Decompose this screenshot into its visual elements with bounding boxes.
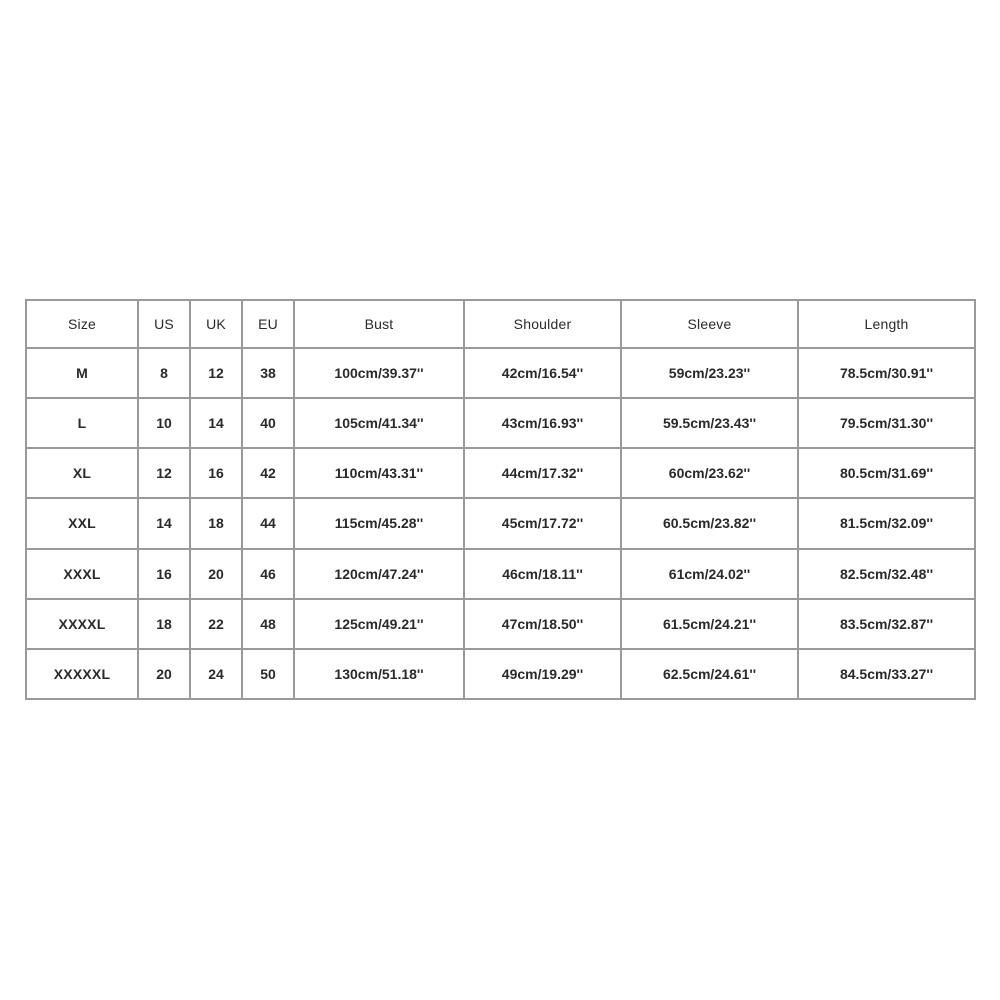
- header-us: US: [138, 300, 190, 348]
- cell-size: L: [26, 398, 138, 448]
- table-row: [26, 498, 975, 548]
- header-length: Length: [798, 300, 975, 348]
- cell-us: 14: [138, 498, 190, 548]
- cell-shoulder: 49cm/19.29'': [464, 649, 621, 699]
- cell-uk: 12: [190, 348, 242, 398]
- cell-sleeve: 59cm/23.23'': [621, 348, 798, 398]
- cell-shoulder: 43cm/16.93'': [464, 398, 621, 448]
- table-row: [26, 398, 975, 448]
- table-row: [26, 649, 975, 699]
- cell-bust: 100cm/39.37'': [294, 348, 464, 398]
- cell-bust: 120cm/47.24'': [294, 549, 464, 599]
- header-size: Size: [26, 300, 138, 348]
- cell-shoulder: 44cm/17.32'': [464, 448, 621, 498]
- cell-shoulder: 47cm/18.50'': [464, 599, 621, 649]
- cell-length: 81.5cm/32.09'': [798, 498, 975, 548]
- cell-size: XL: [26, 448, 138, 498]
- header-row: [26, 300, 975, 348]
- cell-length: 78.5cm/30.91'': [798, 348, 975, 398]
- cell-eu: 40: [242, 398, 294, 448]
- cell-us: 18: [138, 599, 190, 649]
- cell-size: XXL: [26, 498, 138, 548]
- header-sleeve: Sleeve: [621, 300, 798, 348]
- cell-size: M: [26, 348, 138, 398]
- cell-length: 83.5cm/32.87'': [798, 599, 975, 649]
- table-row: [26, 549, 975, 599]
- cell-us: 20: [138, 649, 190, 699]
- cell-bust: 105cm/41.34'': [294, 398, 464, 448]
- cell-us: 8: [138, 348, 190, 398]
- cell-uk: 14: [190, 398, 242, 448]
- cell-sleeve: 61.5cm/24.21'': [621, 599, 798, 649]
- cell-eu: 42: [242, 448, 294, 498]
- cell-sleeve: 61cm/24.02'': [621, 549, 798, 599]
- cell-uk: 16: [190, 448, 242, 498]
- cell-size: XXXXXL: [26, 649, 138, 699]
- cell-bust: 115cm/45.28'': [294, 498, 464, 548]
- cell-eu: 48: [242, 599, 294, 649]
- cell-us: 12: [138, 448, 190, 498]
- cell-length: 82.5cm/32.48'': [798, 549, 975, 599]
- cell-bust: 125cm/49.21'': [294, 599, 464, 649]
- cell-length: 80.5cm/31.69'': [798, 448, 975, 498]
- cell-shoulder: 42cm/16.54'': [464, 348, 621, 398]
- cell-uk: 22: [190, 599, 242, 649]
- cell-sleeve: 62.5cm/24.61'': [621, 649, 798, 699]
- table-row: [26, 599, 975, 649]
- cell-eu: 38: [242, 348, 294, 398]
- cell-uk: 24: [190, 649, 242, 699]
- header-shoulder: Shoulder: [464, 300, 621, 348]
- table-row: [26, 348, 975, 398]
- cell-shoulder: 46cm/18.11'': [464, 549, 621, 599]
- cell-uk: 20: [190, 549, 242, 599]
- cell-eu: 50: [242, 649, 294, 699]
- cell-eu: 46: [242, 549, 294, 599]
- cell-sleeve: 59.5cm/23.43'': [621, 398, 798, 448]
- cell-shoulder: 45cm/17.72'': [464, 498, 621, 548]
- cell-sleeve: 60.5cm/23.82'': [621, 498, 798, 548]
- cell-uk: 18: [190, 498, 242, 548]
- cell-length: 79.5cm/31.30'': [798, 398, 975, 448]
- cell-sleeve: 60cm/23.62'': [621, 448, 798, 498]
- size-chart-table: [25, 299, 976, 700]
- header-bust: Bust: [294, 300, 464, 348]
- cell-eu: 44: [242, 498, 294, 548]
- table-row: [26, 448, 975, 498]
- header-uk: UK: [190, 300, 242, 348]
- header-eu: EU: [242, 300, 294, 348]
- cell-length: 84.5cm/33.27'': [798, 649, 975, 699]
- cell-bust: 110cm/43.31'': [294, 448, 464, 498]
- cell-size: XXXXL: [26, 599, 138, 649]
- cell-size: XXXL: [26, 549, 138, 599]
- cell-bust: 130cm/51.18'': [294, 649, 464, 699]
- cell-us: 10: [138, 398, 190, 448]
- cell-us: 16: [138, 549, 190, 599]
